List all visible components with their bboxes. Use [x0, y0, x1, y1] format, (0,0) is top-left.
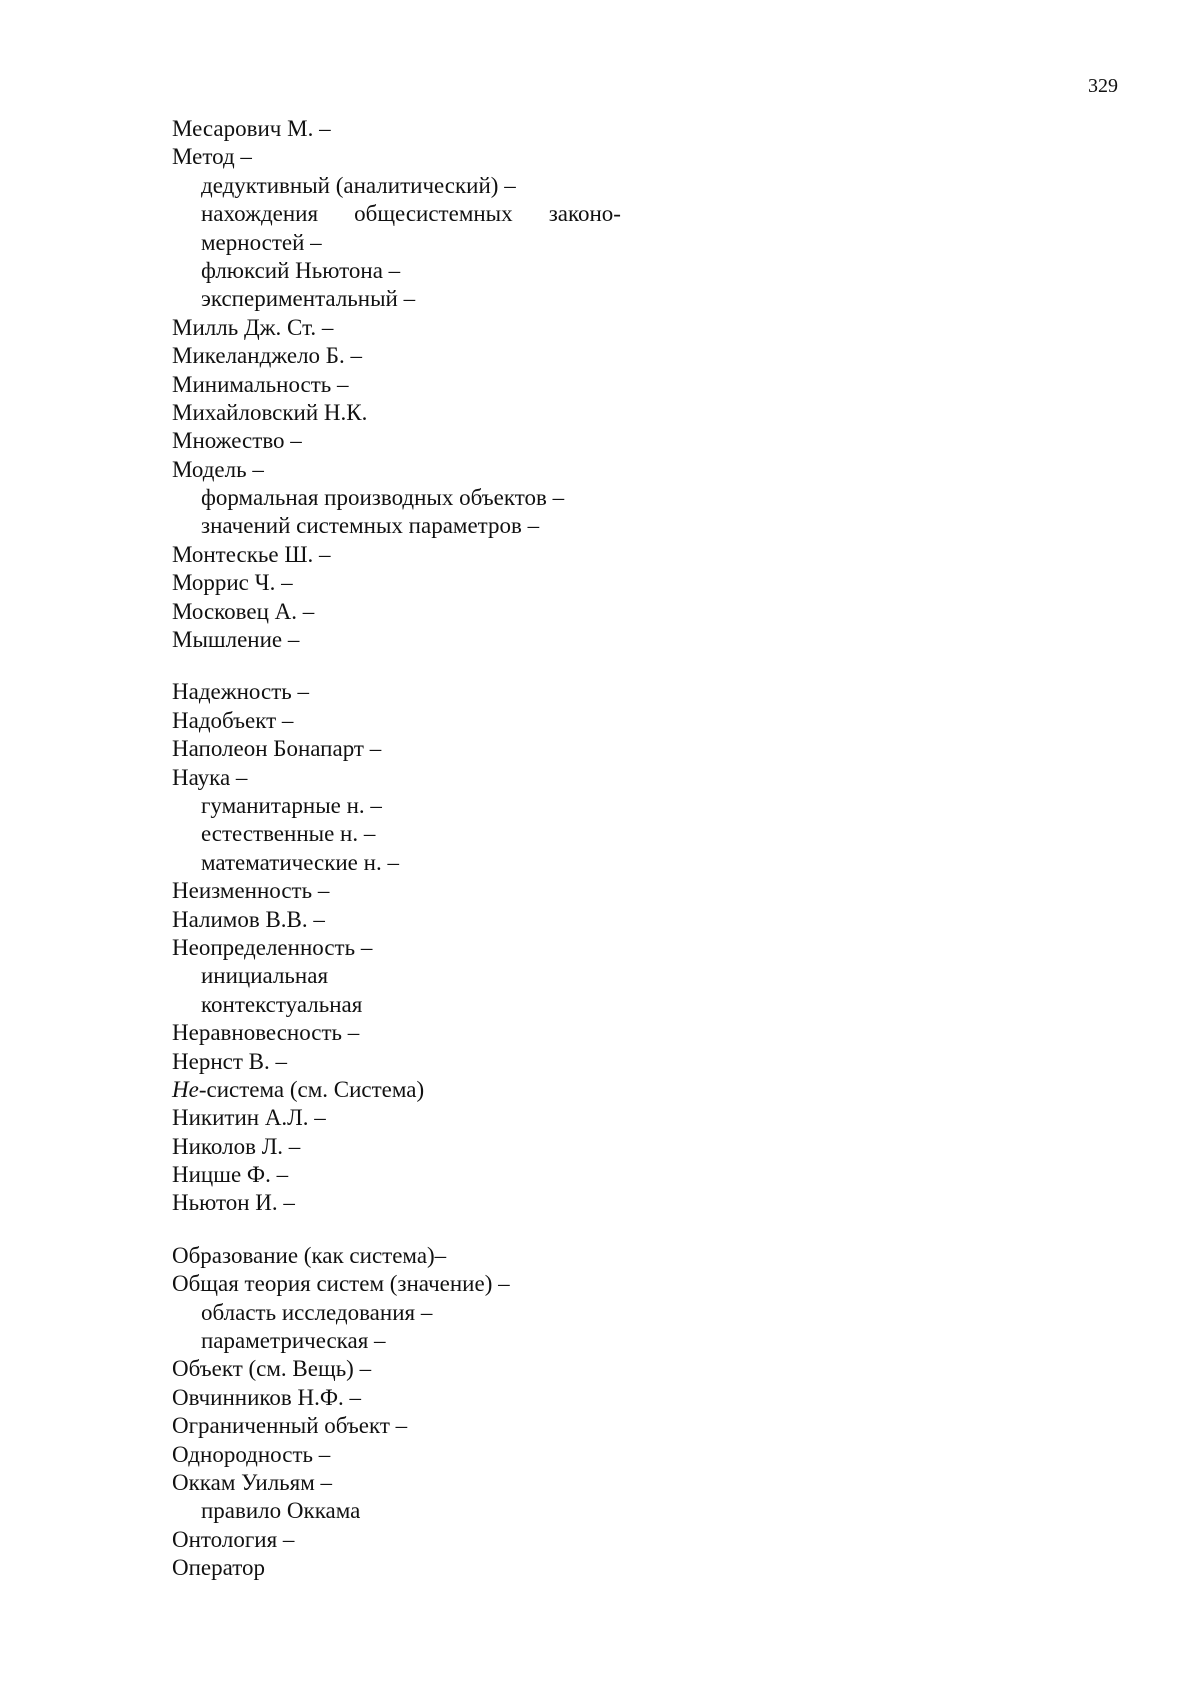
index-entry: [172, 371, 692, 399]
index-entry-text: Мышление –: [172, 627, 299, 652]
index-entry-text: значений системных параметров –: [201, 513, 539, 538]
index-entry-text: Месарович М. –: [172, 116, 331, 141]
index-subentry: [172, 991, 692, 1019]
index-subentry: [172, 849, 692, 877]
index-entry-text: Налимов В.В. –: [172, 907, 325, 932]
index-entry-text: Николов Л. –: [172, 1134, 300, 1159]
index-entry-text: Множество –: [172, 428, 302, 453]
index-entry-text: Оператор: [172, 1555, 265, 1580]
index-entry: [172, 764, 692, 792]
index-entry-text: область исследования –: [201, 1300, 432, 1325]
index-entry-italic-prefix: Не: [172, 1077, 199, 1102]
index-entry: [172, 1019, 692, 1047]
index-entry-text: Объект (см. Вещь) –: [172, 1356, 371, 1381]
index-entry-text: инициальная: [201, 963, 328, 988]
index-entry: [172, 598, 692, 626]
index-entry-text: Метод –: [172, 144, 252, 169]
index-entry-text: Образование (как система)–: [172, 1243, 446, 1268]
index-entry-text: Михайловский Н.К.: [172, 400, 367, 425]
index-entry-text: Минимальность –: [172, 372, 349, 397]
index-entry: [172, 1441, 692, 1469]
index-subentry: [172, 512, 692, 540]
index-entry-text: Онтология –: [172, 1527, 294, 1552]
index-entry-text: Оккам Уильям –: [172, 1470, 332, 1495]
index-entry-text: Однородность –: [172, 1442, 330, 1467]
index-entry-text: Модель –: [172, 457, 264, 482]
index-entry-text: Микеланджело Б. –: [172, 343, 362, 368]
index-entry-text: Наполеон Бонапарт –: [172, 736, 381, 761]
index-entry: [172, 1076, 692, 1104]
index-subentry: [172, 1497, 692, 1525]
index-entry-text: естественные н. –: [201, 821, 375, 846]
index-entry: [172, 678, 692, 706]
index-entry-text: Неравновесность –: [172, 1020, 359, 1045]
index-entry: [172, 314, 692, 342]
index-entry-text: Надобъект –: [172, 708, 293, 733]
index-entry-text: мерностей –: [201, 230, 322, 255]
index-entry-text: Неопределенность –: [172, 935, 372, 960]
index-entry-text: флюксий Ньютона –: [201, 258, 400, 283]
index-entry: [172, 456, 692, 484]
index-section: [172, 115, 692, 654]
justified-word: общесистемных: [354, 200, 513, 228]
index-subentry: [172, 820, 692, 848]
index-entry-text: Наука –: [172, 765, 247, 790]
index-entry: [172, 906, 692, 934]
index-entry-text: Овчинников Н.Ф. –: [172, 1385, 361, 1410]
index-entry-text: Монтескье Ш. –: [172, 542, 331, 567]
index-entry-text: Ницше Ф. –: [172, 1162, 288, 1187]
index-entry: [172, 626, 692, 654]
index-entry-text: [201, 200, 621, 228]
index-entry: [172, 1242, 692, 1270]
index-entry-text: Неизменность –: [172, 878, 329, 903]
index-entry: [172, 1526, 692, 1554]
index-entry-text: математические н. –: [201, 850, 399, 875]
index-entry: [172, 569, 692, 597]
justified-word: законо-: [549, 200, 621, 228]
index-subentry: [172, 1327, 692, 1355]
index-entry-text: правило Оккама: [201, 1498, 360, 1523]
index-section: [172, 1242, 692, 1583]
index-entry-text: Ограниченный объект –: [172, 1413, 407, 1438]
index-entry: [172, 1554, 692, 1582]
index-entry-text: экспериментальный –: [201, 286, 415, 311]
index-entry-text: Общая теория систем (значение) –: [172, 1271, 510, 1296]
index-entry-text: дедуктивный (аналитический) –: [201, 173, 516, 198]
index-entry: [172, 143, 692, 171]
index-entry: [172, 735, 692, 763]
index-entry-text: параметрическая –: [201, 1328, 386, 1353]
index-entry-text: контекстуальная: [201, 992, 362, 1017]
index-subentry: [172, 257, 692, 285]
index-entry: [172, 541, 692, 569]
index-entry: [172, 1189, 692, 1217]
index-entry: [172, 1133, 692, 1161]
index-entry: [172, 342, 692, 370]
index-entry: [172, 1384, 692, 1412]
index-entry: [172, 1355, 692, 1383]
index-subentry: [172, 962, 692, 990]
index-subentry: [172, 484, 692, 512]
page-number: 329: [1088, 74, 1118, 98]
index-entry: [172, 1469, 692, 1497]
index-entry-text: Ньютон И. –: [172, 1190, 295, 1215]
subject-index: [172, 115, 692, 1583]
index-entry: [172, 934, 692, 962]
index-entry: [172, 115, 692, 143]
index-entry: [172, 1161, 692, 1189]
index-entry-text: Надежность –: [172, 679, 309, 704]
index-subentry: [172, 229, 692, 257]
index-entry-text: формальная производных объектов –: [201, 485, 564, 510]
index-entry-text: Моррис Ч. –: [172, 570, 293, 595]
index-subentry: [172, 200, 692, 228]
index-entry-text: Московец А. –: [172, 599, 314, 624]
index-entry: [172, 1048, 692, 1076]
index-entry: [172, 427, 692, 455]
index-entry-text: Нернст В. –: [172, 1049, 287, 1074]
index-section: [172, 678, 692, 1217]
index-subentry: [172, 1299, 692, 1327]
index-entry-text: гуманитарные н. –: [201, 793, 382, 818]
index-entry: [172, 707, 692, 735]
index-entry-text: Милль Дж. Ст. –: [172, 315, 333, 340]
index-entry: [172, 399, 692, 427]
index-subentry: [172, 172, 692, 200]
index-entry: [172, 877, 692, 905]
index-subentry: [172, 285, 692, 313]
index-entry: [172, 1104, 692, 1132]
index-entry: [172, 1412, 692, 1440]
index-entry: [172, 1270, 692, 1298]
index-entry-text: Никитин А.Л. –: [172, 1105, 326, 1130]
index-subentry: [172, 792, 692, 820]
index-entry-text: -система (см. Система): [199, 1077, 424, 1102]
justified-word: нахождения: [201, 200, 318, 228]
